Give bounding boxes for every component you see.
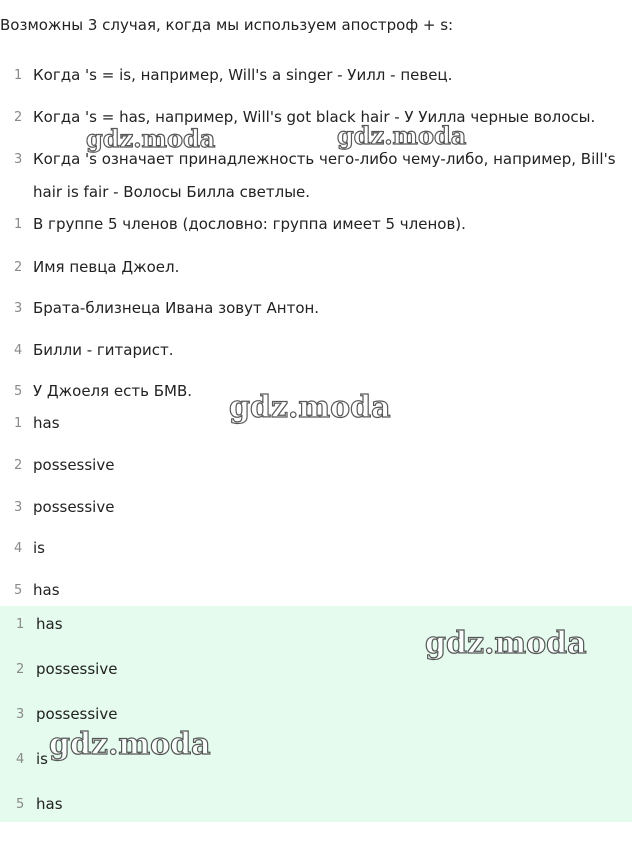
item-number: 1 [16,617,25,632]
item-text-continued: hair is fair - Волосы Билла светлые. [33,183,311,201]
item-text: is [36,750,48,768]
item-text: has [36,795,63,813]
item-text: possessive [33,498,115,516]
item-number: 2 [16,662,25,677]
watermark: gdz.moda [337,121,467,150]
item-text: possessive [36,660,118,678]
item-number: 3 [14,301,23,316]
item-text: has [36,615,63,633]
item-text: Билли - гитарист. [33,341,174,359]
item-number: 5 [14,384,23,399]
item-text: Когда 's = has, например, Will's got black hair - У Уилла черные волосы. [33,108,596,126]
item-number: 4 [14,343,23,358]
watermark: gdz.moda [425,626,587,661]
intro-text: Возможны 3 случая, когда мы используем апостроф + s: [0,16,454,34]
item-number: 4 [16,752,25,767]
item-text: has [33,581,60,599]
item-text: is [33,539,45,557]
item-number: 1 [14,416,23,431]
item-number: 3 [14,500,23,515]
watermark: gdz.moda [229,390,391,425]
item-number: 5 [16,797,25,812]
item-text: В группе 5 членов (дословно: группа имеет 5 членов). [33,215,466,233]
item-text: possessive [36,705,118,723]
watermark: gdz.moda [86,124,216,153]
item-number: 3 [14,152,23,167]
item-text: Брата-близнеца Ивана зовут Антон. [33,299,320,317]
item-text: Когда 's означает принадлежность чего-либо чему-либо, например, Bill's [33,150,616,168]
item-text: Когда 's = is, например, Will's a singer - Уилл - певец. [33,66,453,84]
item-number: 2 [14,458,23,473]
item-text: possessive [33,456,115,474]
item-number: 4 [14,541,23,556]
item-text: has [33,414,60,432]
item-number: 3 [16,707,25,722]
item-number: 2 [14,260,23,275]
item-text: Имя певца Джоел. [33,258,180,276]
item-number: 5 [14,583,23,598]
item-number: 2 [14,110,23,125]
watermark: gdz.moda [49,727,211,762]
item-text: У Джоеля есть БМВ. [33,382,193,400]
item-number: 1 [14,68,23,83]
item-number: 1 [14,217,23,232]
